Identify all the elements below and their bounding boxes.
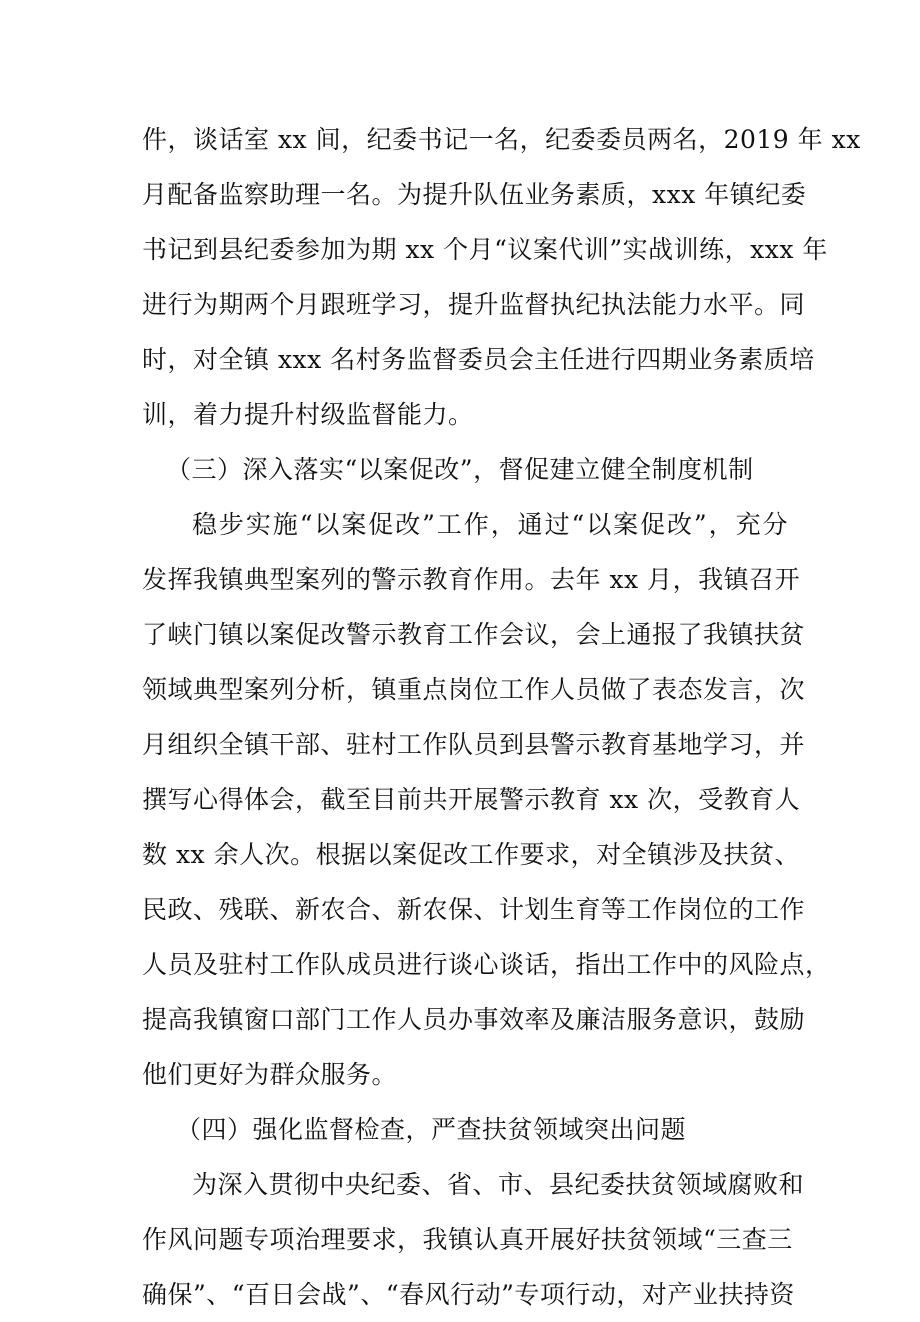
- paragraph-line: 为深入贯彻中央纪委、省、市、县纪委扶贫领域腐败和: [192, 1170, 805, 1199]
- paragraph-line: 作风问题专项治理要求，我镇认真开展好扶贫领域“三查三: [142, 1225, 793, 1254]
- paragraph-line: 撰写心得体会，截至目前共开展警示教育 xx 次，受教育人: [142, 785, 801, 814]
- paragraph-line: 人员及驻村工作队成员进行谈心谈话，指出工作中的风险点，: [142, 950, 831, 979]
- paragraph-line: 确保”、“百日会战”、“春风行动”专项行动，对产业扶持资: [142, 1280, 795, 1309]
- paragraph-line: 书记到县纪委参加为期 xx 个月“议案代训”实战训练，xxx 年: [142, 235, 828, 264]
- paragraph-line: 稳步实施“以案促改”工作，通过“以案促改”，充分: [192, 510, 788, 539]
- paragraph-line: 发挥我镇典型案列的警示教育作用。去年 xx 月，我镇召开: [142, 565, 801, 594]
- paragraph-line: 了峡门镇以案促改警示教育工作会议，会上通报了我镇扶贫: [142, 620, 806, 649]
- paragraph-line: 领域典型案列分析，镇重点岗位工作人员做了表态发言，次: [142, 675, 806, 704]
- paragraph-line: 时，对全镇 xxx 名村务监督委员会主任进行四期业务素质培: [142, 345, 815, 374]
- paragraph-line: 提高我镇窗口部门工作人员办事效率及廉洁服务意识，鼓励: [142, 1005, 806, 1034]
- paragraph-line: 月组织全镇干部、驻村工作队员到县警示教育基地学习，并: [142, 730, 806, 759]
- paragraph-line: 进行为期两个月跟班学习，提升监督执纪执法能力水平。同: [142, 290, 806, 319]
- paragraph-line: 件，谈话室 xx 间，纪委书记一名，纪委委员两名，2019 年 xx: [142, 125, 861, 154]
- paragraph-line: 月配备监察助理一名。为提升队伍业务素质，xxx 年镇纪委: [142, 180, 807, 209]
- paragraph-line: 数 xx 余人次。根据以案促改工作要求，对全镇涉及扶贫、: [142, 840, 801, 869]
- paragraph-line: 训，着力提升村级监督能力。: [142, 400, 474, 429]
- section-heading-4: （四）强化监督检查，严查扶贫领域突出问题: [176, 1115, 687, 1144]
- document-body: [142, 112, 861, 1322]
- paragraph-line: 民政、残联、新农合、新农保、计划生育等工作岗位的工作: [142, 895, 806, 924]
- paragraph-line: 他们更好为群众服务。: [142, 1060, 398, 1089]
- section-heading-3: （三）深入落实“以案促改”，督促建立健全制度机制: [166, 455, 754, 484]
